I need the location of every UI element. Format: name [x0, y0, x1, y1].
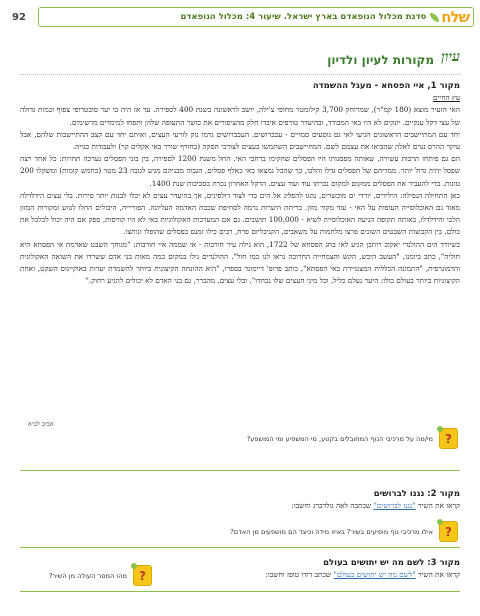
source2 — [20, 488, 460, 512]
header-title: סדנת מכלול הנופאדם בארץ ישראל. שיעור 4: מכלול הנופאדם — [180, 12, 427, 22]
source1-paragraph: יחד עם המתיישבים הראשונים הגיעו לאי גם נוסעים סמויים - עכברושים. העכברושים גרמו נזק לזרעי העצים, ואיתם יחד עם קצב ההתיישבות שלהם, אבל עיקר ההרס נגרם לאלה שהביאו את עצמם לשם. המתיישבים השתמשו בעצים לצורכי הסקה (בחורף שורר באי אקלים קר) ולעבודות בנייה. — [20, 129, 460, 152]
divider-line — [20, 591, 460, 592]
question-icon: ? — [439, 428, 458, 449]
source1-paragraph: כאן התחילה הנפילה: הילידים, יורדי ים מוכשרים, נהגו להפליג אל הים כדי לצוד דולפינים, אך בהיעדר עצים לא יכלו לבנות יותר סירות. בלי עצים הידלדלה מאוד גם האוכלוסייה העופות על האי - עוד מקור מזון. כריתת היערות גרמה לסחיפת שכבת האדמה העליונה. הפוריייה, היבולים החלו לגווע ומקורות המזון הלכו והידלדלו, באותה תקופה הגיעה האוכלוסייה לשיא - 100,000 תושבים. גם אם המערכות האקולוגיות באי לא היו קורסות, ספק אם היה יכול לכלכל את כולם. בין הקבוצות השבטים השונים פרצו מלחמות על משאבים, הקניבליזם פרח, רבים כילו זמנם בפסלים שהופלו ונותצו. — [20, 190, 460, 237]
source3-prefix: קראו את השיר — [417, 570, 460, 580]
logo-text: שלח — [441, 8, 469, 26]
source1-heading: מקור 1, איי הפסחא - מעגל ההשמדה — [312, 81, 460, 91]
source2-suffix: שכתבה לאה גולדברג וחשבו: — [291, 501, 372, 511]
question-3-text: מהו המסר העולה מן השיר? — [49, 571, 127, 580]
source1-author: אביב לביא — [28, 420, 54, 428]
leaf-icon — [430, 13, 439, 22]
source2-song-link[interactable]: "נגנו לברושים" — [373, 501, 416, 511]
source2-prefix: קראו את השיר — [417, 501, 460, 511]
page-header — [6, 6, 474, 28]
source3 — [160, 557, 460, 581]
question-2 — [230, 521, 458, 542]
question-3 — [12, 565, 152, 586]
source1-paragraph: הם גם פיתחו תרבות עשירה, שאותה מפסנותו היו הפסלים שהקימו ברחבי האי. החל משנת 1200 לספירה, בין בוני הפסלים נערכה תחרות: כל אחד רצה שפסל יהיה גדול יותר. ממדיהם של הפסלים גדלו והלכו, כך שהכל נמצאו באי כאלף פסלים, הגבוה מבניהם מגיע לגובה 23 מטר (כחמש קומות) ומשקלו 200 טונות. כדי להעביר את הפסלים ממקום למקום נכרתו עוד ועוד עצים. הדקל האחרון נכרת בסביבות שנת 1400. — [20, 154, 460, 188]
page-number: 92 — [12, 11, 26, 23]
source1-paragraph: האי הזעיר מוצא (180 קמ"ר), שמרוחק 3,700 קילומטר מחופי צ'ילה, יושב לראשונה בשנת 400 לספירה. עד אז היה בו יער סובטרופי צפוף וכמות גדולה של עצי דקל ענקיים. יונקים לא היו באי המבודד, ובהיעדר טורפים איבדו חלק מהציפורים את כושר התעופה שלהן ותפחו למימדים מרשימים. — [20, 105, 460, 127]
question-1-text: מי/מה על מרכיבי הנוף המחובלים בקטע, מי המשפיע ומי המושפע? — [246, 434, 433, 443]
source1-subheading: עץ החיים — [432, 93, 460, 103]
question-icon: ? — [133, 565, 152, 586]
section-divider — [20, 74, 460, 75]
logo — [430, 8, 469, 26]
study-icon: עיון — [441, 49, 460, 65]
divider-line — [20, 547, 460, 548]
question-icon: ? — [439, 521, 458, 542]
source2-heading: מקור 2: נגנו לברושים — [373, 489, 460, 499]
source3-song-link[interactable]: "לשם מה יש יתושים בעולם" — [333, 570, 416, 580]
source3-suffix: שכתב דודו טופז וחשבו: — [265, 570, 332, 580]
question-2-text: אילו מרכיבי נוף מופיעים בשיר? באיזו מידה וכיצד הם מושפעים מן האדם? — [230, 527, 433, 536]
source1-paragraph: כשיורד הים ההולנדי יאקוב רוחבן הגיע לאי בחג הפסחא של 1722, הוא גילה עיר חורבות - אי שממה איי חורבות: "מגוחך השבט שאדמת אי הפסחא היא חוליה", כתב ביומנו, "העשב היבש, הקש והצמחייה החרוכה נראו לנו כמו חול". ההולנדים גילו במקום כמה מאות בני אדם ששרדו את השואה האקולוגית והדמוגרפית, "התמונה הכללית המצטיירת באי הפסחא", כותב פרופ' דיימונד בספרו, "היא ההזנחה הקיצונית ביותר להשמדת יערות באוקיינוס השקט, ואחת הקיצוניות ביותר בעולם כולו: היער נעלם כליל, וכל מיני העצים שלו נכחדו". ובלי עצים, מהברר, גם בני האדם לא יכולים להגיע רחוק." — [20, 239, 460, 286]
source3-heading: מקור 3: לשם מה יש יתושים בעולם — [323, 558, 460, 568]
question-1 — [247, 428, 458, 449]
section-title: מקורות לעיון ולדיון — [327, 53, 434, 67]
source1 — [20, 80, 460, 287]
divider-line — [20, 470, 460, 471]
header-bar — [38, 7, 474, 27]
